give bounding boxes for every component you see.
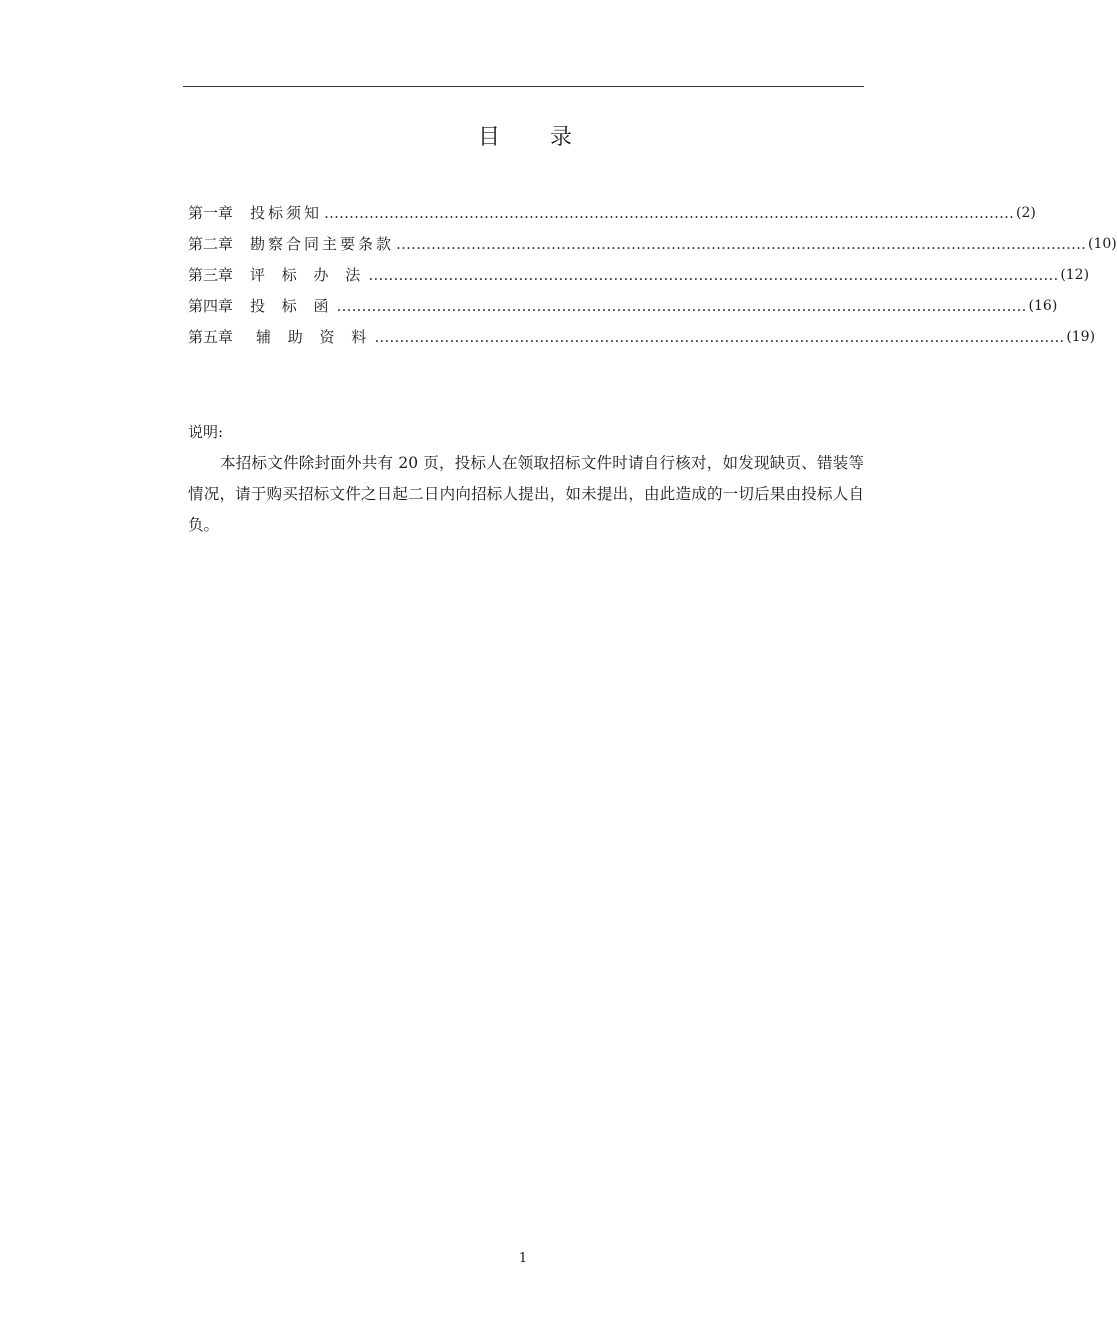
toc-entry[interactable]	[188, 262, 1090, 293]
toc-title: 投标须知	[250, 204, 323, 222]
toc-chapter: 第四章	[188, 297, 234, 315]
toc-leader: …………………………………………………………………………………………………………………………	[396, 235, 1087, 253]
toc-title: 评 标 办 法	[250, 266, 367, 284]
toc-page: (2)	[1016, 205, 1036, 221]
note-label: 说明:	[188, 423, 224, 441]
toc-chapter: 第一章	[188, 204, 234, 222]
page-number: 1	[518, 1251, 528, 1266]
toc-page: (19)	[1066, 329, 1096, 345]
toc-chapter: 第二章	[188, 235, 234, 253]
note-body: 本招标文件除封面外共有 20 页，投标人在领取招标文件时请自行核对，如发现缺页、错装等情况，请于购买招标文件之日起二日内向招标人提出，如未提出，由此造成的一切后果由投标人自负。	[188, 454, 864, 534]
toc-page: (10)	[1088, 236, 1117, 252]
toc-page: (16)	[1028, 298, 1058, 314]
toc-leader: …………………………………………………………………………………………………………………………	[336, 297, 1027, 315]
toc-chapter: 第五章	[188, 328, 234, 346]
toc-leader: …………………………………………………………………………………………………………………………	[324, 204, 1015, 222]
page-title	[0, 120, 1050, 151]
title-char-2: 录	[550, 125, 573, 150]
toc-leader: …………………………………………………………………………………………………………………………	[374, 328, 1065, 346]
toc-leader: …………………………………………………………………………………………………………………………	[368, 266, 1059, 284]
header-rule	[183, 86, 864, 87]
toc-chapter: 第三章	[188, 266, 234, 284]
table-of-contents	[188, 200, 1117, 355]
toc-entry[interactable]	[188, 324, 1096, 355]
toc-title: 辅 助 资 料	[256, 328, 373, 346]
toc-entry[interactable]	[188, 293, 1058, 324]
toc-title: 勘察合同主要条款	[250, 235, 395, 253]
toc-entry[interactable]	[188, 200, 1036, 231]
toc-entry[interactable]	[188, 231, 1117, 262]
title-char-1: 目	[477, 125, 500, 150]
toc-page: (12)	[1060, 267, 1090, 283]
toc-title: 投 标 函	[250, 297, 335, 315]
